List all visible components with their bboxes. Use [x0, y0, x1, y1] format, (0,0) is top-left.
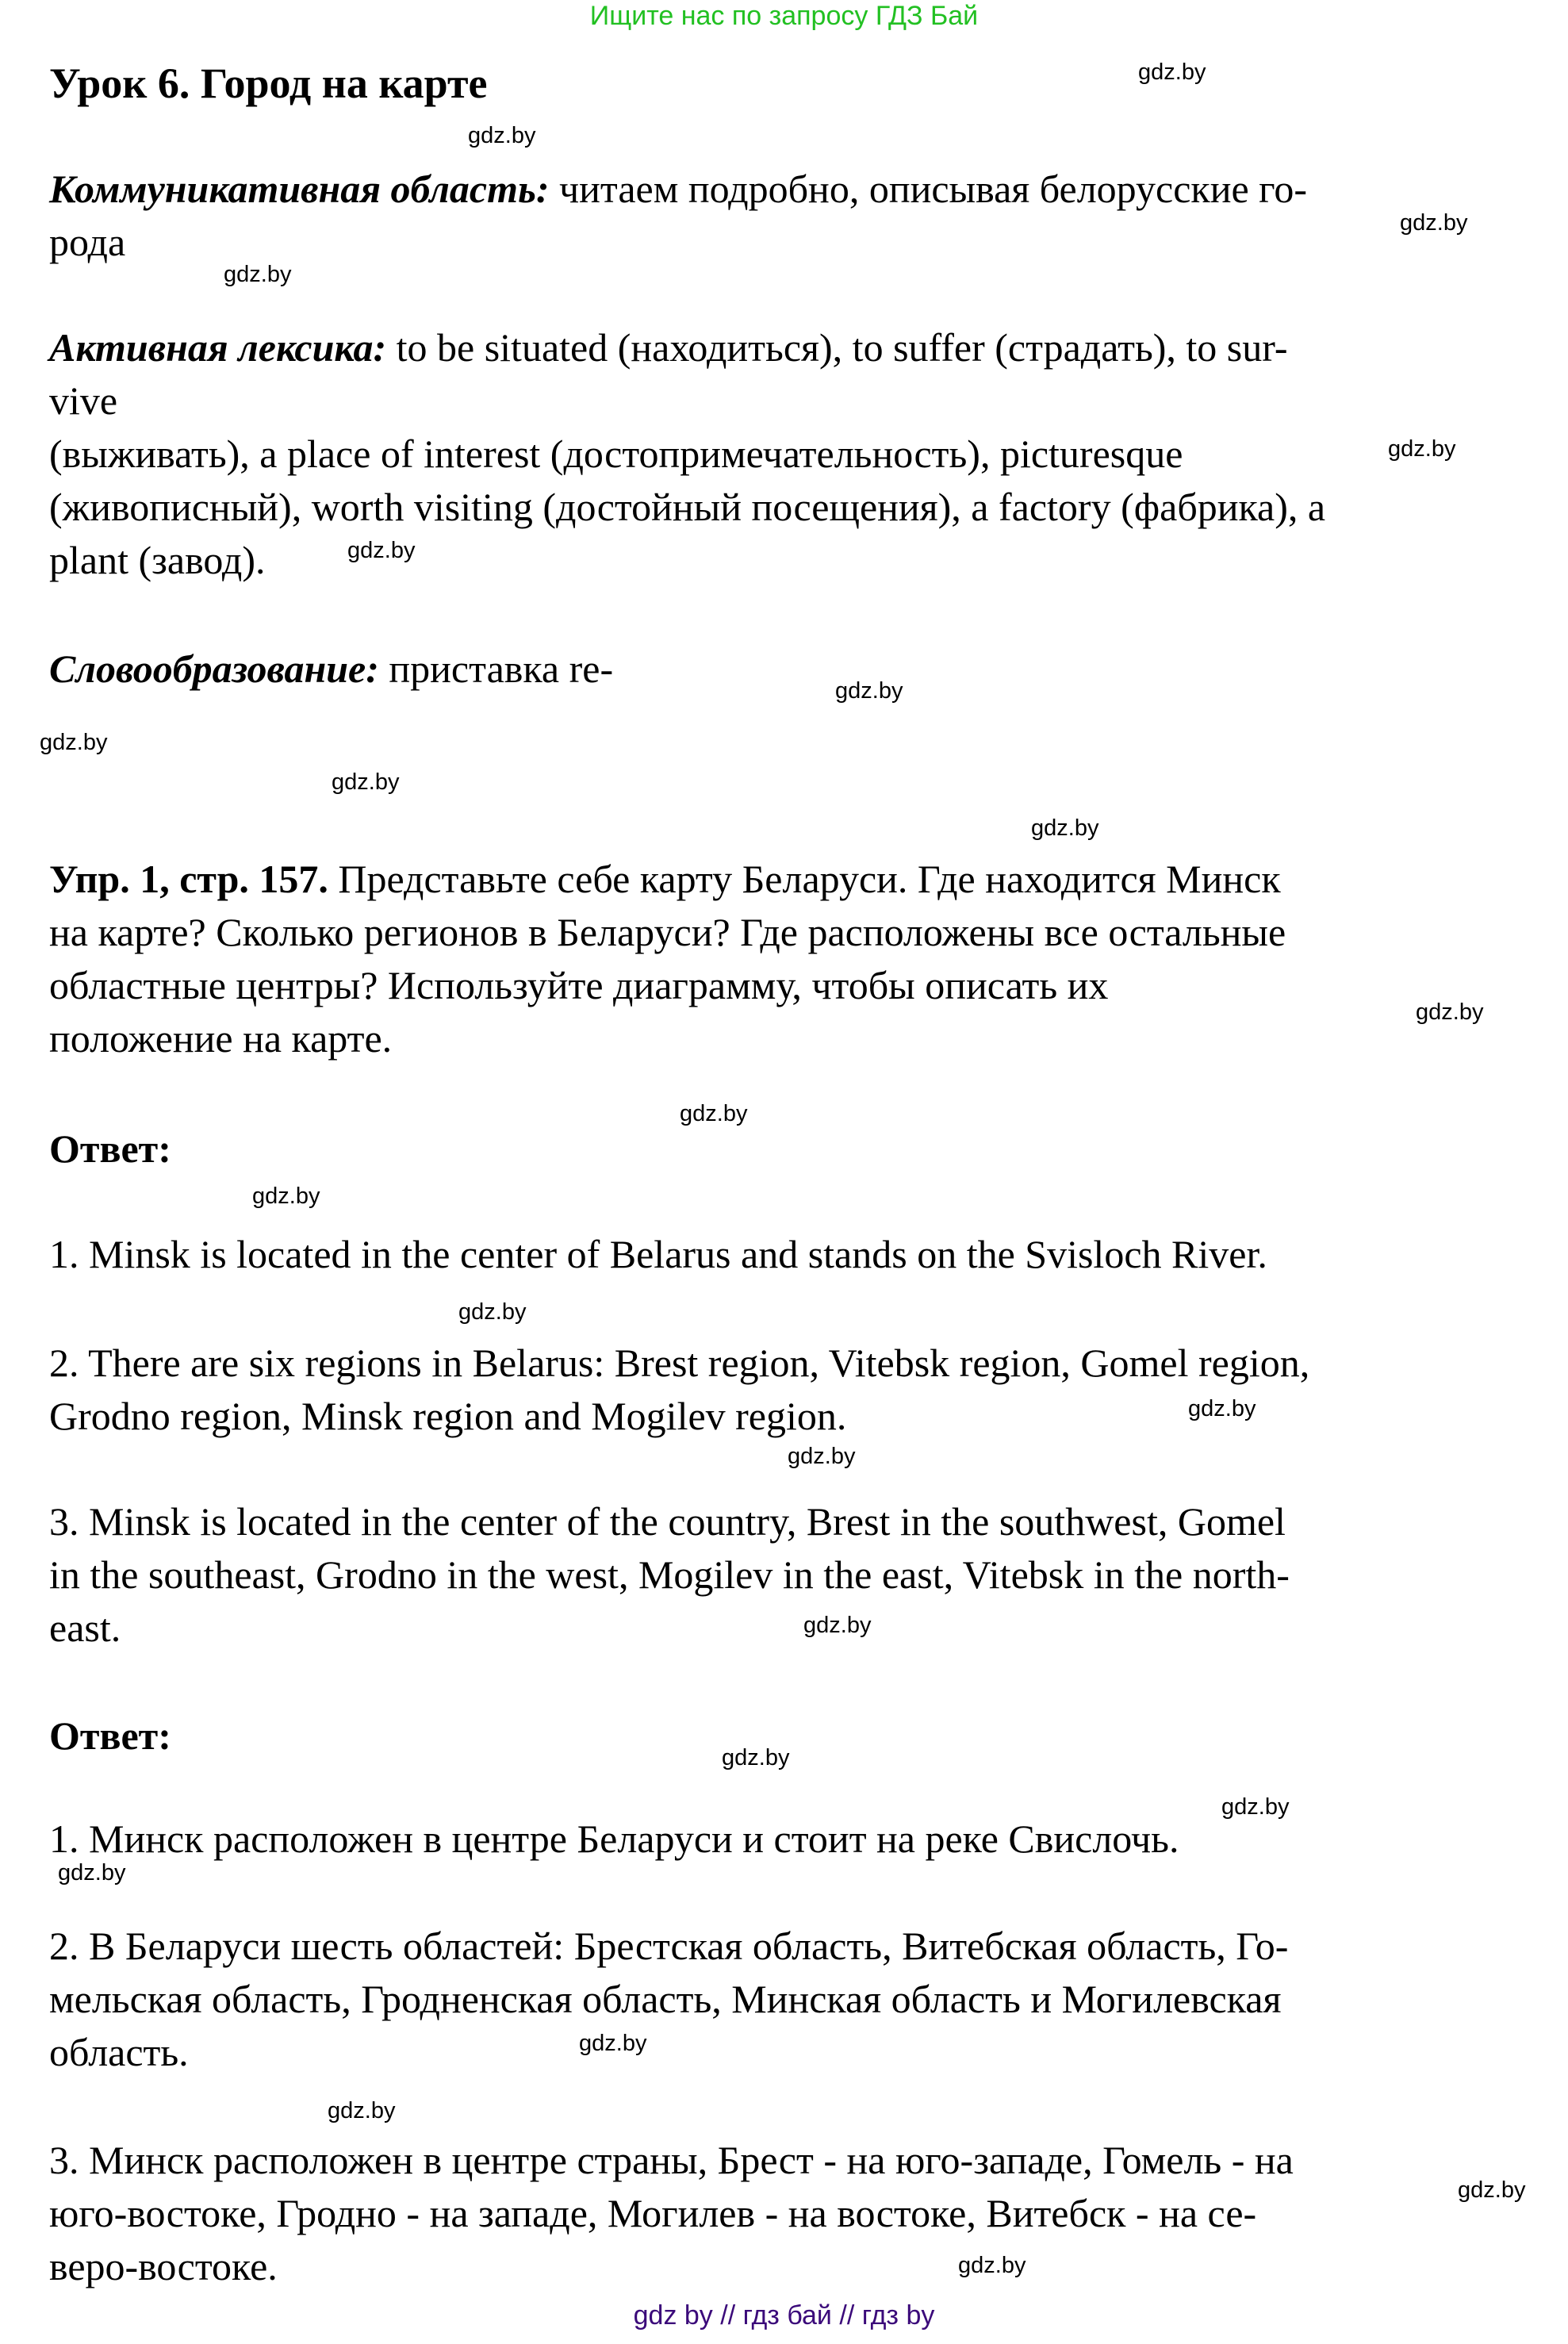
answer-line: 2. В Беларуси шесть областей: Брестская область, Витебская область, Го-	[49, 1924, 1289, 1968]
lex-line: (живописный), worth visiting (достойный посещения), a factory (фабрика), a	[49, 485, 1326, 529]
task-line: положение на карте.	[49, 1016, 393, 1061]
watermark: gdz.by	[1031, 815, 1099, 841]
watermark: gdz.by	[1458, 2177, 1526, 2203]
lex-line: vive	[49, 378, 118, 423]
watermark: gdz.by	[803, 1613, 872, 1638]
communicative-area	[49, 163, 1540, 269]
answer-line: 3. Минск расположен в центре страны, Брест - на юго-западе, Гомель - на	[49, 2138, 1294, 2182]
answer-en-3	[49, 1495, 1540, 1655]
watermark: gdz.by	[40, 730, 108, 755]
task-line: на карте? Сколько регионов в Беларуси? Где расположены все остальные	[49, 910, 1286, 954]
answer-line: east.	[49, 1606, 121, 1650]
watermark: gdz.by	[347, 538, 416, 563]
answer-line: 2. There are six regions in Belarus: Brest region, Vitebsk region, Gomel region,	[49, 1341, 1310, 1385]
watermark: gdz.by	[1188, 1396, 1256, 1421]
answer-line: юго-востоке, Гродно - на западе, Могилев - на востоке, Витебск - на се-	[49, 2191, 1257, 2235]
watermark: gdz.by	[328, 2098, 396, 2123]
answer-ru-3	[49, 2134, 1540, 2293]
answer-heading-ru: Ответ:	[49, 1713, 171, 1758]
watermark: gdz.by	[788, 1444, 856, 1469]
answer-en-2	[49, 1337, 1540, 1443]
comm-text-2: рода	[49, 220, 126, 264]
answer-line: область.	[49, 2030, 189, 2074]
word-label: Словообразование:	[49, 646, 379, 691]
watermark: gdz.by	[1416, 999, 1484, 1025]
lex-line: plant (завод).	[49, 538, 266, 582]
search-banner[interactable]: Ищите нас по запросу ГДЗ Бай	[589, 1, 979, 31]
watermark: gdz.by	[579, 2031, 647, 2056]
answer-line: 3. Minsk is located in the center of the country, Brest in the southwest, Gomel	[49, 1499, 1286, 1544]
watermark: gdz.by	[332, 769, 400, 795]
watermark: gdz.by	[722, 1745, 790, 1770]
answer-en-1: 1. Minsk is located in the center of Belarus and stands on the Svisloch River.	[49, 1232, 1267, 1276]
lex-label: Активная лексика:	[49, 325, 387, 370]
answer-line: in the southeast, Grodno in the west, Mogilev in the east, Vitebsk in the north-	[49, 1552, 1290, 1597]
task-line: Представьте себе карту Беларуси. Где находится Минск	[328, 857, 1281, 901]
footer-links[interactable]: gdz by // гдз бай // гдз by	[633, 2300, 935, 2331]
word-text: приставка re-	[378, 646, 614, 691]
watermark: gdz.by	[252, 1184, 320, 1209]
comm-text: читаем подробно, описывая белорусские го-	[549, 167, 1308, 211]
task	[49, 853, 1540, 1065]
answer-line: мельская область, Гродненская область, Минская область и Могилевская	[49, 1977, 1282, 2021]
comm-label: Коммуникативная область:	[49, 167, 550, 211]
page-title: Урок 6. Город на карте	[49, 59, 488, 107]
answer-ru-2	[49, 1920, 1540, 2079]
watermark: gdz.by	[458, 1299, 527, 1325]
answer-line: Grodno region, Minsk region and Mogilev region.	[49, 1394, 847, 1438]
answer-heading-en: Ответ:	[49, 1126, 171, 1171]
active-vocabulary	[49, 321, 1540, 587]
task-line: областные центры? Используйте диаграмму, чтобы описать их	[49, 963, 1109, 1007]
answer-ru-1: 1. Минск расположен в центре Беларуси и стоит на реке Свислочь.	[49, 1817, 1179, 1861]
watermark: gdz.by	[680, 1101, 748, 1126]
lex-line: (выживать), a place of interest (достопримечательность), picturesque	[49, 432, 1183, 476]
watermark: gdz.by	[468, 123, 536, 148]
word-formation	[49, 643, 1540, 696]
watermark: gdz.by	[58, 1860, 126, 1886]
watermark: gdz.by	[224, 262, 292, 287]
task-label: Упр. 1, стр. 157.	[49, 857, 328, 901]
lex-text: to be situated (находиться), to suffer (страдать), to sur-	[386, 325, 1288, 370]
watermark: gdz.by	[835, 678, 903, 704]
watermark: gdz.by	[958, 2253, 1026, 2278]
watermark: gdz.by	[1388, 436, 1456, 462]
watermark: gdz.by	[1400, 210, 1468, 236]
answer-line: веро-востоке.	[49, 2244, 278, 2288]
watermark: gdz.by	[1138, 59, 1206, 85]
watermark: gdz.by	[1221, 1794, 1290, 1820]
